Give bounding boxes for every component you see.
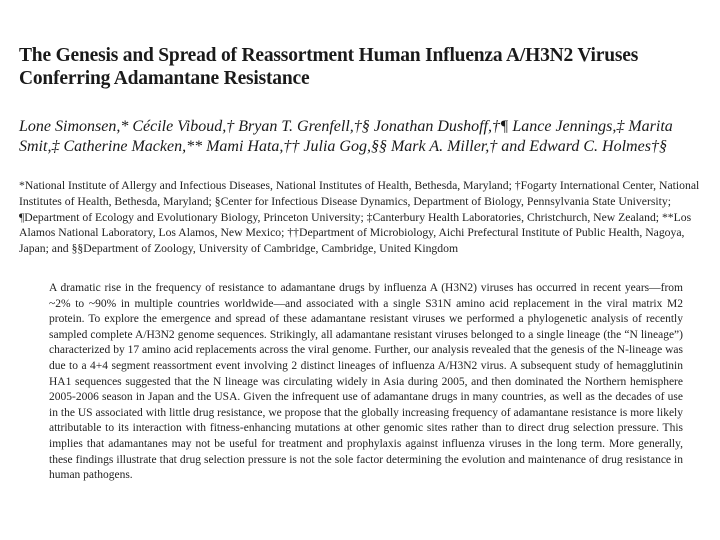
paper-title: The Genesis and Spread of Reassortment Human Influenza A/H3N2 Viruses Conferring Adamantane Resistance (19, 45, 639, 89)
abstract: A dramatic rise in the frequency of resistance to adamantane drugs by influenza A (H3N2) viruses has occurred in recent years—from ~2% to ~90% in multiple countries worldwide—and associated with a single S31N amino acid replacement in the viral matrix M2 protein. To explore the emergence and spread of these adamantane resistant viruses we performed a phylogenetic analysis of recently sampled complete A/H3N2 genome sequences. Strikingly, all adamantane resistant viruses belonged to a single lineage (the “N lineage”) characterized by 17 amino acid replacements across the viral genome. Further, our analysis revealed that the genesis of the N-lineage was due to a 4+4 segment reassortment event involving 2 distinct lineages of influenza A/H3N2 virus. A subsequent study of hemagglutinin HA1 sequences suggested that the N lineage was circulating widely in Asia during 2005, and then dominated the Northern hemisphere 2005-2006 season in Japan and the USA. Given the infrequent use of adamantane drugs in many countries, as well as the decades of use in the US associated with little drug resistance, we propose that the globally increasing frequency of adamantane resistance is more likely attributable to its interaction with fitness-enhancing mutations at other genomic sites rather than to direct drug selection pressure. This implies that adamantanes may not be useful for treatment and prophylaxis against influenza viruses in the long term. More generally, these findings illustrate that drug selection pressure is not the sole factor determining the evolution and maintenance of drug resistance in human pathogens. (49, 282, 683, 482)
author-list: Lone Simonsen,* Cécile Viboud,† Bryan T. Grenfell,†§ Jonathan Dushoff,†¶ Lance Jennings,‡ Marita Smit,‡ Catherine Macken,** Mami Hata,†† Julia Gog,§§ Mark A. Miller,† and Edward C. Holmes†§ (19, 118, 673, 155)
affiliations: *National Institute of Allergy and Infectious Diseases, National Institutes of Health, Bethesda, Maryland; †Fogarty International Center, National Institutes of Health, Bethesda, Maryland; §Center for Infectious Disease Dynamics, Department of Biology, Pennsylvania State University; ¶Department of Ecology and Evolutionary Biology, Princeton University; ‡Canterbury Health Laboratories, Christchurch, New Zealand; **Los Alamos National Laboratory, Los Alamos, New Mexico; ††Department of Microbiology, Aichi Prefectural Institute of Public Health, Nagoya, Japan; and §§Department of Zoology, University of Cambridge, Cambridge, United Kingdom (19, 179, 700, 256)
